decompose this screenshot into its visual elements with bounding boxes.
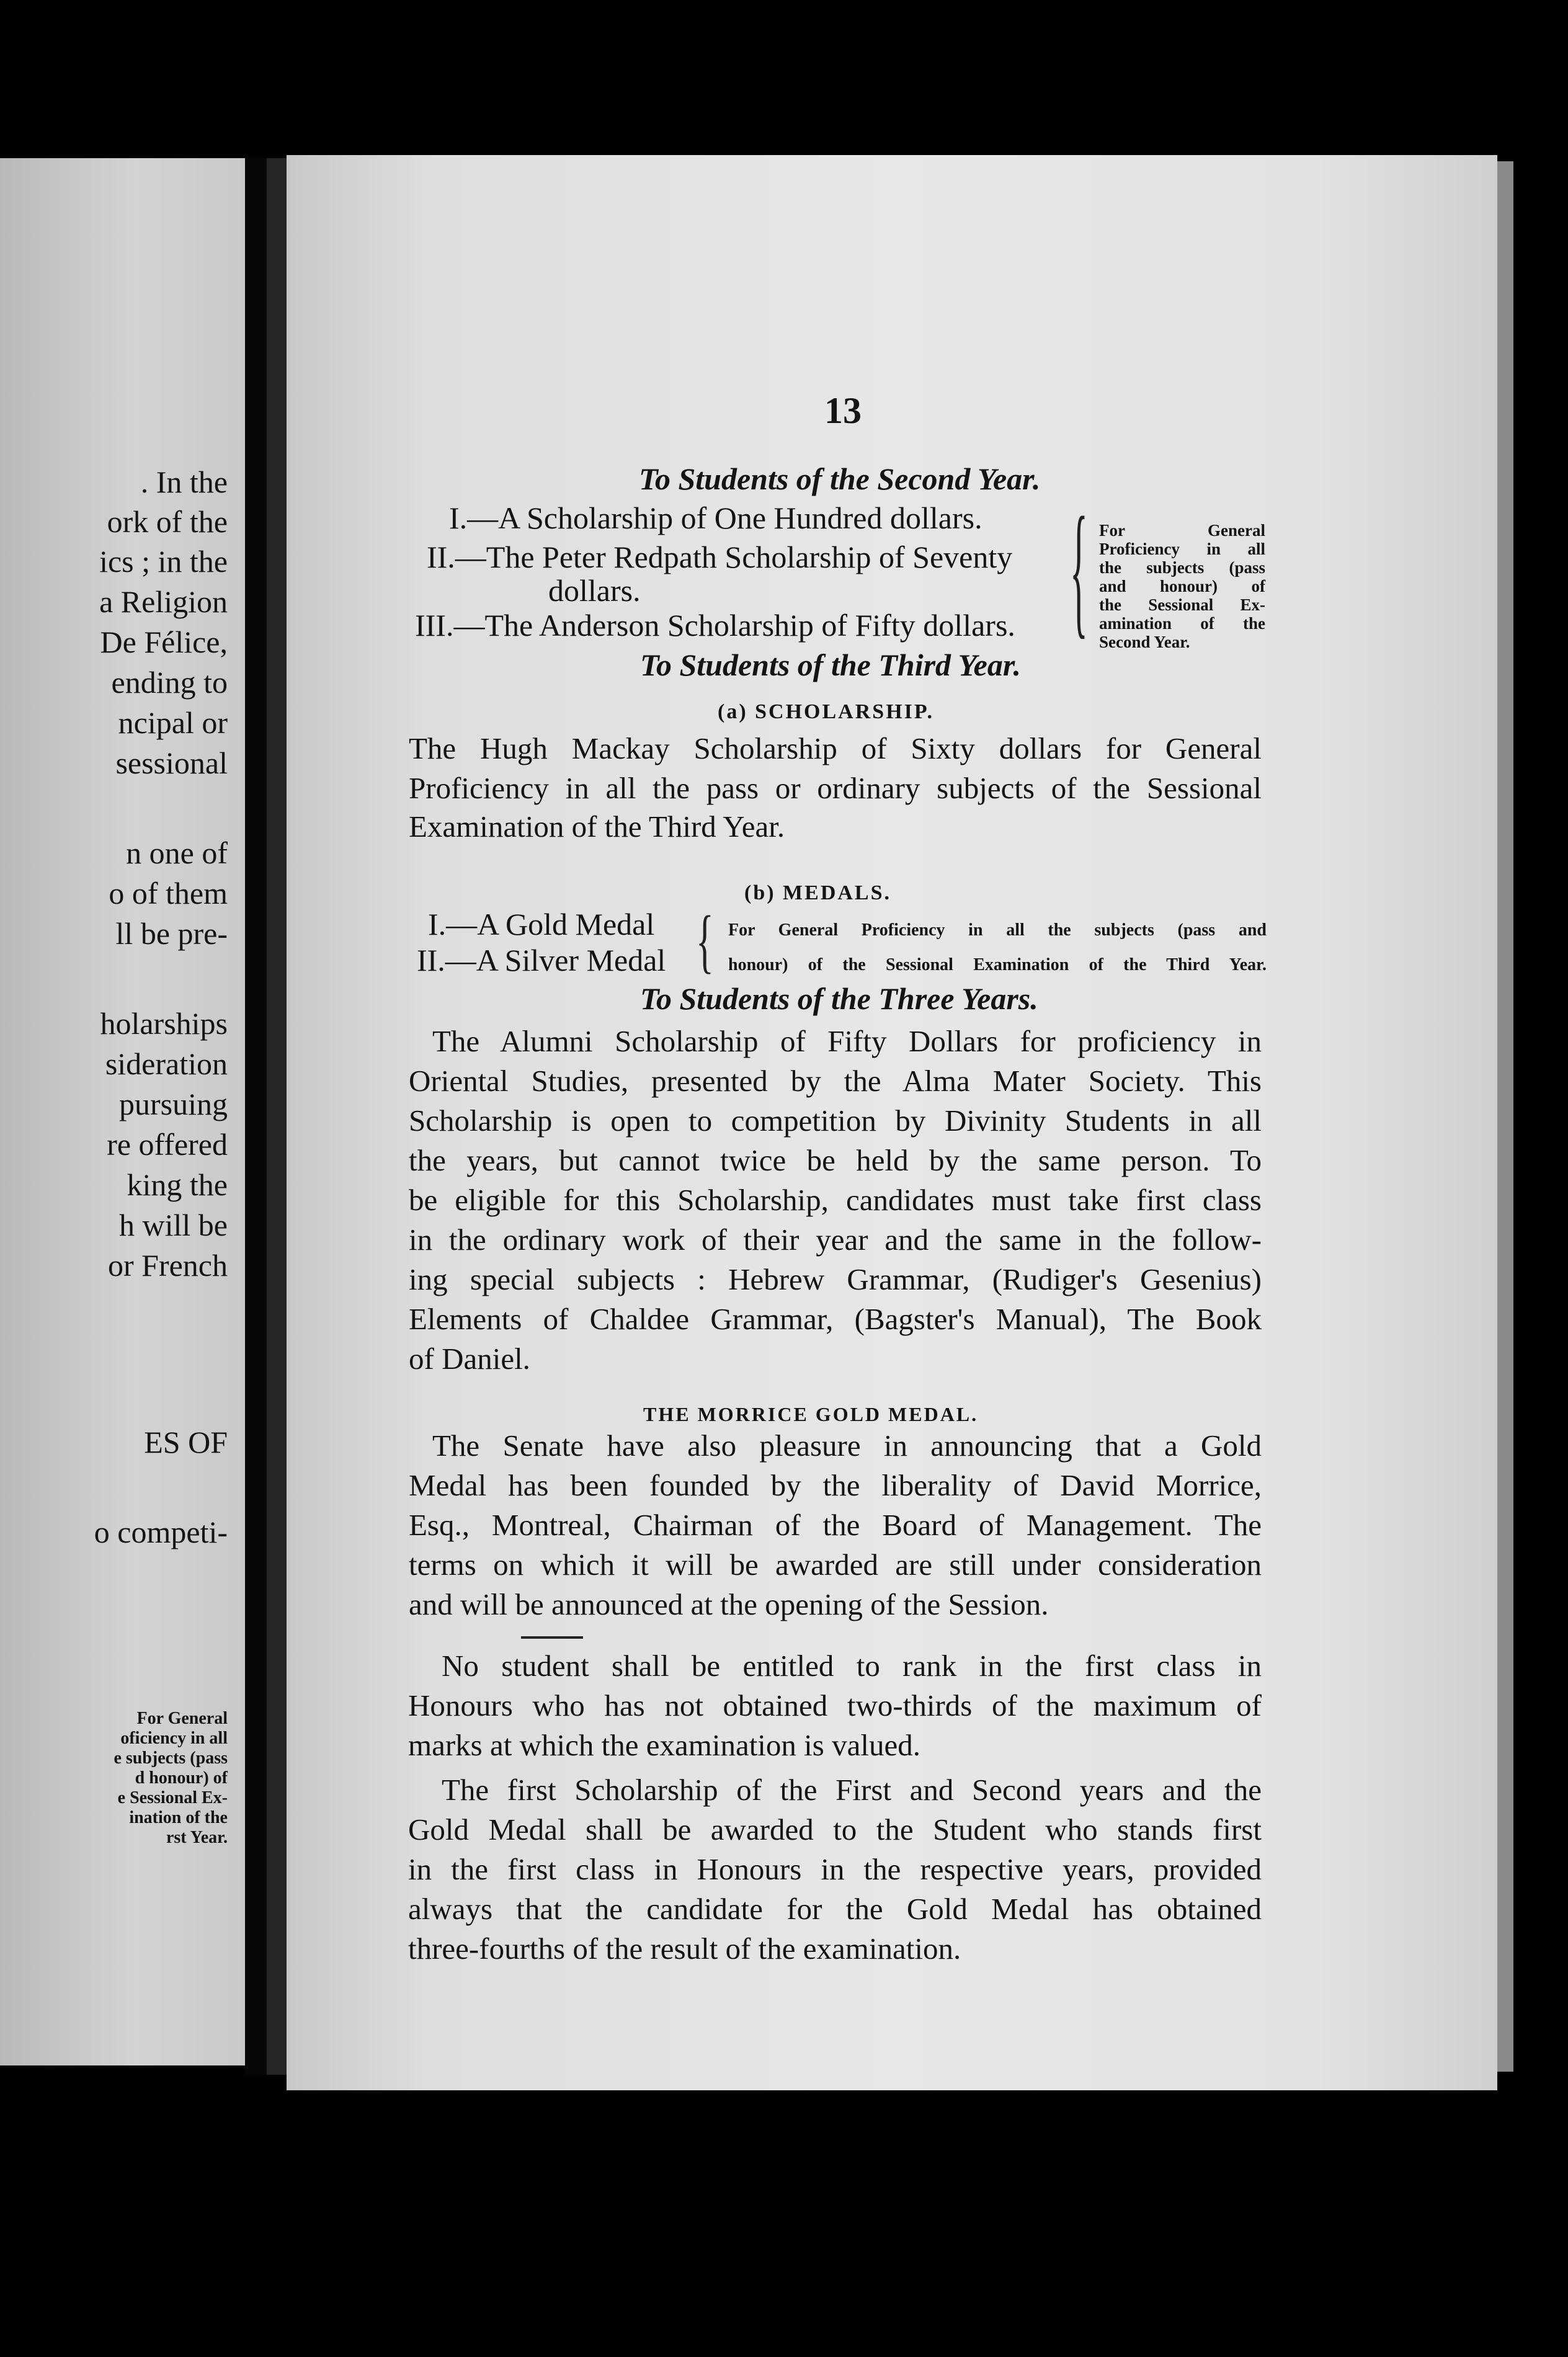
- left-fragment: . In the: [140, 465, 228, 499]
- gutter-shadow: [245, 158, 267, 2075]
- scholarship-item: II.—The Peter Redpath Scholarship of Seventy: [427, 540, 1013, 574]
- medal-item: II.—A Silver Medal: [417, 943, 666, 978]
- left-fragment: re offered: [107, 1127, 228, 1162]
- brace-second-year: {: [1070, 488, 1088, 651]
- left-fragment: De Félice,: [100, 625, 228, 659]
- scholarship-item: I.—A Scholarship of One Hundred dollars.: [449, 501, 982, 535]
- paragraph-line: ing special subjects : Hebrew Grammar, (Rudiger's Gesenius): [409, 1262, 1262, 1296]
- side-note-line: amination of the: [1099, 614, 1265, 633]
- left-fragment: ncipal or: [118, 705, 228, 740]
- left-fragment: n one of: [126, 835, 228, 870]
- page-edge-shadow: [1497, 161, 1513, 2072]
- heading-three-years: To Students of the Three Years.: [640, 981, 1038, 1016]
- medals-side-note: [728, 913, 1267, 982]
- paragraph-line: of Daniel.: [409, 1342, 530, 1376]
- side-note-line: Proficiency in all: [1099, 540, 1265, 558]
- paragraph-line: Elements of Chaldee Grammar, (Bagster's Manual), The Book: [409, 1302, 1262, 1336]
- scholarship-item: III.—The Anderson Scholarship of Fifty dollars.: [415, 608, 1015, 643]
- paragraph-line: The first Scholarship of the First and Second years and the: [442, 1773, 1262, 1807]
- heading-medals: (b) MEDALS.: [744, 881, 892, 904]
- left-fragment: o of them: [109, 876, 228, 911]
- paragraph-line: marks at which the examination is valued.: [408, 1728, 920, 1762]
- paragraph-line: terms on which it will be awarded are still under consideration: [409, 1548, 1262, 1582]
- paragraph-line: Proficiency in all the pass or ordinary subjects of the Sessional: [409, 771, 1262, 805]
- paragraph-line: Scholarship is open to competition by Divinity Students in all: [409, 1103, 1262, 1138]
- left-fragment: sideration: [105, 1046, 228, 1081]
- side-note-line: honour) of the Sessional Examination of the Third Year.: [728, 955, 1267, 974]
- side-note-line: and honour) of: [1099, 577, 1265, 595]
- paragraph-line: always that the candidate for the Gold Medal has obtained: [408, 1892, 1262, 1926]
- left-note-line: ination of the: [129, 1808, 228, 1827]
- left-fragment: sessional: [115, 746, 228, 780]
- paragraph-line: The Hugh Mackay Scholarship of Sixty dollars for General: [409, 731, 1262, 765]
- left-side-note: [66, 1709, 228, 1848]
- left-fragment: ES OF: [144, 1425, 228, 1459]
- left-fragment: o competi-: [94, 1515, 228, 1549]
- paragraph-line: Oriental Studies, presented by the Alma Mater Society. This: [409, 1064, 1262, 1098]
- left-note-line: d honour) of: [135, 1768, 228, 1788]
- paragraph-line: Medal has been founded by the liberality of David Morrice,: [409, 1468, 1262, 1502]
- left-note-line: For General: [136, 1709, 228, 1728]
- paragraph-line: Examination of the Third Year.: [409, 809, 785, 844]
- book-spine: [267, 158, 287, 2075]
- side-note-line: For General Proficiency in all the subjects (pass and: [728, 920, 1267, 940]
- heading-scholarship: (a) SCHOLARSHIP.: [718, 700, 935, 723]
- left-note-line: oficiency in all: [120, 1729, 228, 1748]
- medal-item: I.—A Gold Medal: [428, 907, 655, 942]
- left-fragment: pursuing: [119, 1087, 228, 1121]
- left-fragment: holarships: [100, 1006, 228, 1041]
- paragraph-line: the years, but cannot twice be held by the same person. To: [409, 1143, 1262, 1177]
- paragraph-line: in the first class in Honours in the respective years, provided: [408, 1852, 1262, 1886]
- paragraph-line: The Senate have also pleasure in announcing that a Gold: [432, 1428, 1262, 1463]
- heading-morrice-gold-medal: THE MORRICE GOLD MEDAL.: [643, 1403, 979, 1425]
- page-number: 13: [824, 390, 862, 431]
- heading-third-year: To Students of the Third Year.: [640, 648, 1022, 682]
- heading-second-year: To Students of the Second Year.: [639, 461, 1041, 496]
- side-note-line: the subjects (pass: [1099, 558, 1265, 577]
- section-divider-rule: [521, 1636, 583, 1639]
- paragraph-line: The Alumni Scholarship of Fifty Dollars for proficiency in: [432, 1024, 1262, 1058]
- left-fragment: ll be pre-: [115, 916, 228, 951]
- left-fragment: a Religion: [99, 584, 228, 619]
- paragraph-line: and will be announced at the opening of the Session.: [409, 1587, 1049, 1621]
- left-note-line: e subjects (pass: [114, 1749, 228, 1768]
- paragraph-line: be eligible for this Scholarship, candidates must take first class: [409, 1183, 1262, 1217]
- left-fragment: ending to: [111, 665, 228, 700]
- side-note-line: the Sessional Ex-: [1099, 595, 1265, 614]
- paragraph-line: in the ordinary work of their year and the same in the follow-: [409, 1223, 1262, 1257]
- paragraph-line: No student shall be entitled to rank in the first class in: [442, 1649, 1262, 1683]
- brace-medals: {: [696, 902, 714, 980]
- left-fragment: ics ; in the: [99, 544, 228, 579]
- left-note-line: e Sessional Ex-: [117, 1788, 228, 1807]
- left-fragment: h will be: [119, 1208, 228, 1242]
- paragraph-line: Honours who has not obtained two-thirds of the maximum of: [408, 1688, 1262, 1722]
- left-facing-page: [0, 158, 245, 2065]
- left-fragment: or French: [108, 1248, 228, 1283]
- side-note-line: For General: [1099, 521, 1265, 540]
- scholarship-item-continued: dollars.: [548, 573, 641, 608]
- paragraph-line: Esq., Montreal, Chairman of the Board of Management. The: [409, 1508, 1262, 1542]
- second-year-side-note: [1099, 521, 1265, 651]
- left-fragment: king the: [127, 1167, 228, 1202]
- paragraph-line: three-fourths of the result of the examination.: [408, 1931, 961, 1966]
- left-fragment: ork of the: [107, 504, 228, 539]
- side-note-line: Second Year.: [1099, 633, 1190, 651]
- left-note-line: rst Year.: [166, 1828, 228, 1847]
- paragraph-line: Gold Medal shall be awarded to the Student who stands first: [408, 1812, 1262, 1847]
